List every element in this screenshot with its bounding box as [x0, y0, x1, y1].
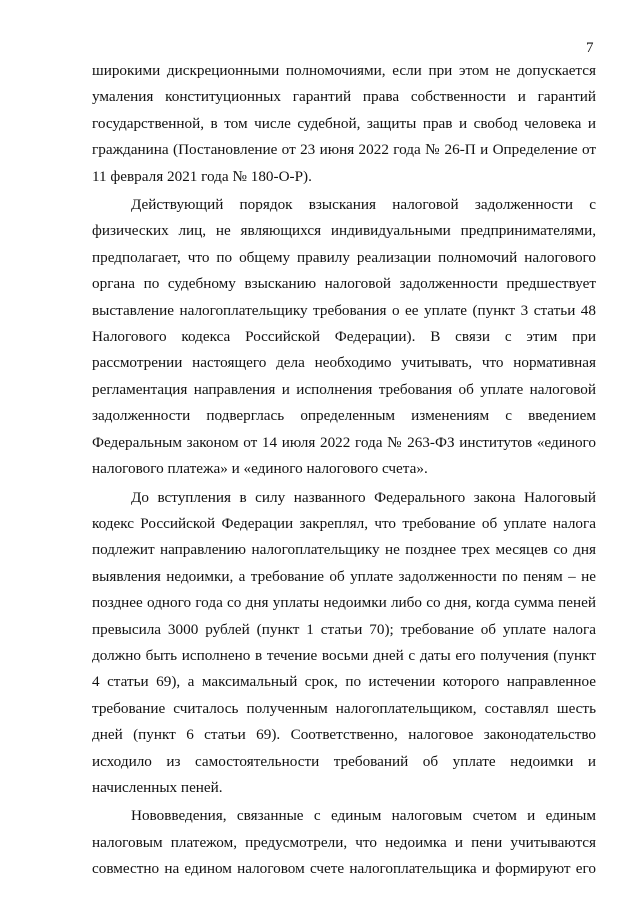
- text-line: требование считалось полученным налогоплательщиком, составлял шесть: [92, 699, 596, 717]
- text-line: совместно на едином налоговом счете налогоплательщика и формируют его: [92, 860, 596, 878]
- text-line: превысила 3000 рублей (пункт 1 статьи 70); требование об уплате налога: [92, 620, 596, 638]
- document-body: [92, 58, 596, 883]
- text-line: позднее одного года со дня уплаты недоимки либо со дня, когда сумма пеней: [92, 594, 596, 612]
- text-line: подлежит направлению налогоплательщику не позднее трех месяцев со дня: [92, 541, 596, 559]
- text-line: гражданина (Постановление от 23 июня 2022 года № 26-П и Определение от: [92, 141, 596, 159]
- text-line: начисленных пеней.: [92, 778, 223, 796]
- text-line: Налогового кодекса Российской Федерации). В связи с этим при: [92, 328, 596, 346]
- page-number: 7: [586, 40, 594, 56]
- paragraph: [92, 192, 596, 482]
- text-line: рассмотрении настоящего дела необходимо учитывать, что нормативная: [92, 354, 596, 372]
- text-line: Федеральным законом от 14 июля 2022 года № 263-ФЗ институтов «единого: [92, 433, 596, 451]
- text-line: Нововведения, связанные с единым налоговым счетом и единым: [131, 807, 596, 825]
- text-line: До вступления в силу названного Федерального закона Налоговый: [131, 488, 596, 506]
- paragraph: [92, 58, 596, 190]
- text-line: предполагает, что по общему правилу реализации полномочий налогового: [92, 248, 596, 266]
- text-line: налоговым платежом, предусмотрели, что недоимка и пени учитываются: [92, 833, 596, 851]
- text-line: исходило из самостоятельности требований об уплате недоимки и: [92, 752, 596, 770]
- text-line: налогового платежа» и «единого налогового счета».: [92, 460, 428, 478]
- text-line: регламентация направления и исполнения требования об уплате налоговой: [92, 380, 596, 398]
- text-line: физических лиц, не являющихся индивидуальными предпринимателями,: [92, 222, 596, 240]
- text-line: выявления недоимки, а требование об уплате задолженности по пеням – не: [92, 567, 596, 585]
- text-line: должно быть исполнено в течение восьми дней с даты его получения (пункт: [92, 646, 596, 664]
- text-line: задолженности подверглась определенным изменениям с введением: [92, 407, 596, 425]
- text-line: выставление налогоплательщику требования о ее уплате (пункт 3 статьи 48: [92, 301, 596, 319]
- text-line: 11 февраля 2021 года № 180-О-Р).: [92, 167, 312, 185]
- text-line: широкими дискреционными полномочиями, если при этом не допускается: [92, 62, 596, 79]
- text-line: дней (пункт 6 статьи 69). Соответственно, налоговое законодательство: [92, 726, 596, 744]
- text-line: кодекс Российской Федерации закреплял, что требование об уплате налога: [92, 514, 596, 532]
- text-line: органа по судебному взысканию налоговой задолженности предшествует: [92, 275, 596, 293]
- text-line: умаления конституционных гарантий права собственности и гарантий: [92, 88, 596, 106]
- text-line: Действующий порядок взыскания налоговой задолженности с: [131, 196, 596, 214]
- text-line: государственной, в том числе судебной, защиты прав и свобод человека и: [92, 114, 596, 132]
- text-line: 4 статьи 69), а максимальный срок, по истечении которого направленное: [92, 673, 596, 691]
- paragraph: [92, 485, 596, 802]
- paragraph: [92, 803, 596, 882]
